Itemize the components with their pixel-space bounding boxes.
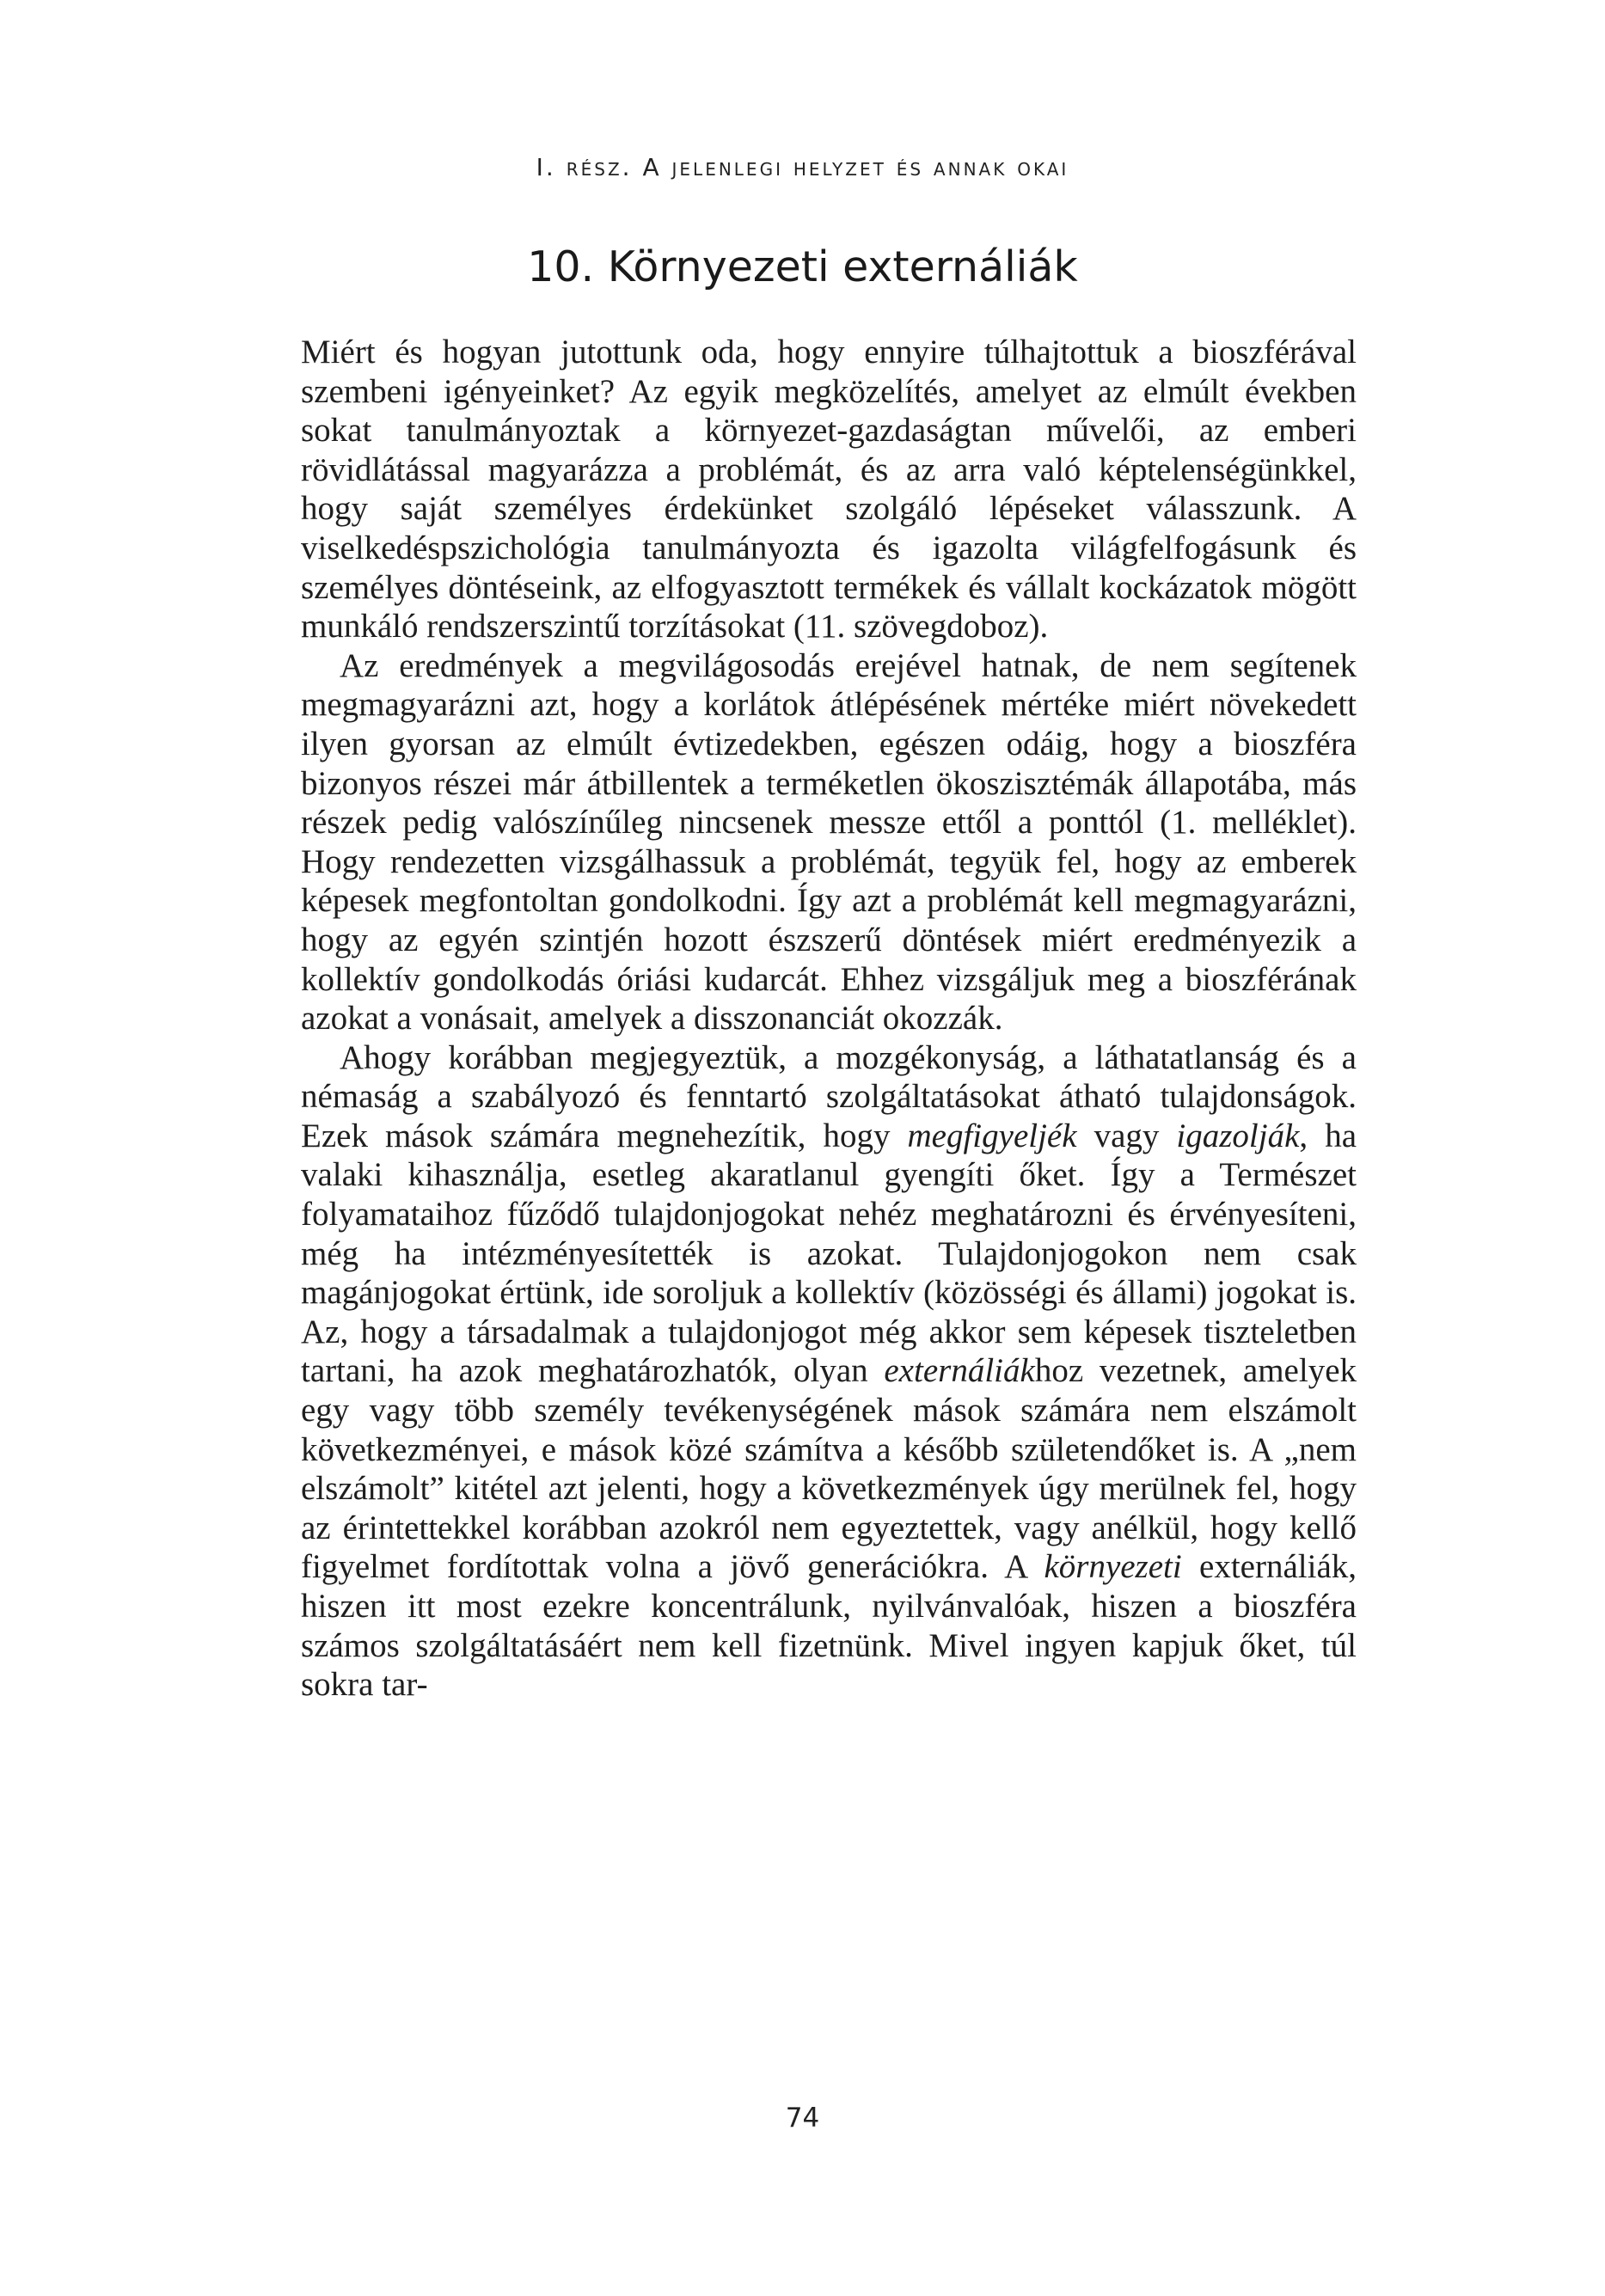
paragraph-1 bbox=[301, 333, 1357, 646]
paragraph-3-text: Ahogy korábban megjegyeztük, a mozgékonyság, a láthatatlanság és a némaság a szabályozó és fenntartó szolgáltatásokat átható tulajdonságok. Ezek mások számára megnehezítik, hogy bbox=[301, 1038, 1357, 1154]
chapter-title: 10. Környezeti externáliák bbox=[527, 242, 1078, 291]
paragraph-3-text: , ha valaki kihasználja, esetleg akaratlanul gyengíti őket. Így a Természet folyamataihoz fűződő tulajdonjogokat nehéz meghatározni és érvényesíteni, még ha intézményesítették is azokat. Tulajdonjogokon nem csak magánjogokat értünk, ide soroljuk a kollektív (közösségi és állami) jogokat is. Az, hogy a társadalmak a tulajdonjogot még akkor sem képesek tiszteletben tartani, ha azok meghatározhatók, olyan bbox=[301, 1117, 1357, 1390]
paragraph-2 bbox=[301, 646, 1357, 1038]
emphasis-megfigyeljek: megfigyeljék bbox=[907, 1117, 1077, 1154]
emphasis-igazoljak: igazolják bbox=[1176, 1117, 1300, 1154]
paragraph-3-text: externáliák, hiszen itt most ezekre koncentrálunk, nyilvánvalóak, hiszen a bioszféra számos szolgáltatásáért nem kell fizetnünk. Mivel ingyen kapjuk őket, túl sokra tar- bbox=[301, 1548, 1357, 1704]
emphasis-kornyezeti: környezeti bbox=[1044, 1548, 1182, 1586]
running-head: I. rész. A jelenlegi helyzet és annak okai bbox=[536, 153, 1069, 181]
body-text bbox=[301, 333, 1357, 1705]
paragraph-3 bbox=[301, 1038, 1357, 1705]
paragraph-3-text: vagy bbox=[1076, 1117, 1177, 1154]
emphasis-externaliak: externáliák bbox=[884, 1352, 1035, 1390]
page-number: 74 bbox=[785, 2103, 820, 2134]
paragraph-2-text: Az eredmények a megvilágosodás erejével hatnak, de nem segítenek megmagyarázni azt, hogy a korlátok átlépésének mértéke miért növekedett ilyen gyorsan az elmúlt évtizedekben, egészen odáig, hogy a bioszféra bizonyos részei már átbillentek a terméketlen ökoszisztémák állapotába, más részek pedig valószínűleg nincsenek messze ettől a ponttól (1. melléklet). Hogy rendezetten vizsgálhassuk a problémát, tegyük fel, hogy az emberek képesek megfontoltan gondolkodni. Így azt a problémát kell megmagyarázni, hogy az egyén szintjén hozott észszerű döntések miért eredményezik a kollektív gondolkodás óriási kudarcát. Ehhez vizsgáljuk meg a bioszférának azokat a vonásait, amelyek a disszonanciát okozzák. bbox=[301, 646, 1357, 1038]
paragraph-1-text: Miért és hogyan jutottunk oda, hogy ennyire túlhajtottuk a bioszférával szembeni igényeinket? Az egyik megközelítés, amelyet az elmúlt években sokat tanulmányoztak a környezet-gazdaságtan művelői, az emberi rövidlátással magyarázza a problémát, és az arra való képtelenségünkkel, hogy saját személyes érdekünket szolgáló lépéseket válasszunk. A viselkedéspszichológia tanulmányozta és igazolta világfelfogásunk és személyes döntéseink, az elfogyasztott termékek és vállalt kockázatok mögött munkáló rendszerszintű torzításokat (11. szövegdoboz). bbox=[301, 334, 1357, 646]
paragraph-3-text: hoz vezetnek, amelyek egy vagy több személy tevékenységének mások számára nem elszámolt következményei, e mások közé számítva a később születendőket is. A „nem elszámolt” kitétel azt jelenti, hogy a következmények úgy merülnek fel, hogy az érintettekkel korábban azokról nem egyeztettek, vagy anélkül, hogy kellő figyelmet fordítottak volna a jövő generációkra. A bbox=[301, 1352, 1357, 1586]
